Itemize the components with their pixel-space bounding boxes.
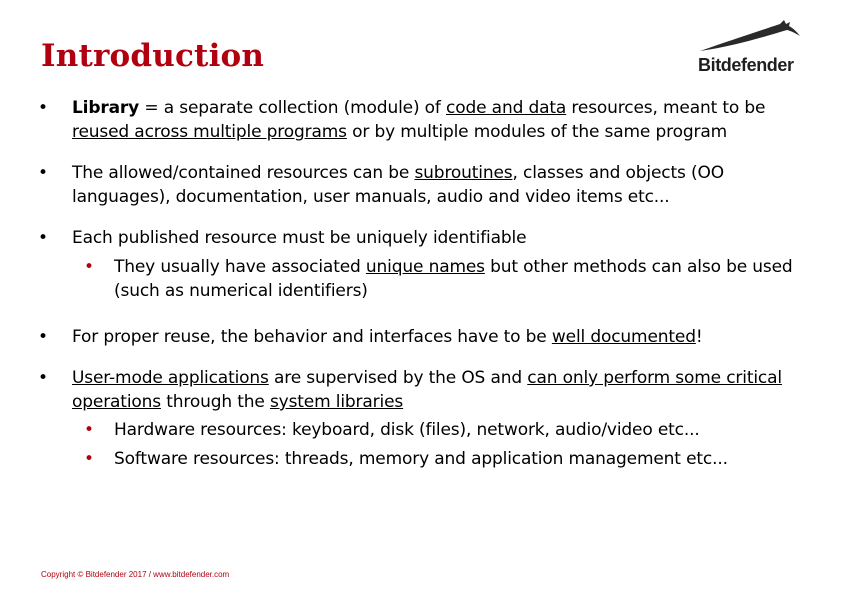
text-run: through the [160, 392, 270, 412]
text-run: = a separate collection (module) of [139, 98, 447, 118]
text-run: are supervised by the OS and [268, 368, 528, 388]
copyright-footer: Copyright © Bitdefender 2017 / www.bitdefender.com [41, 570, 230, 579]
sub-list-item [114, 255, 804, 303]
sub-bullet-marker: • [84, 257, 95, 277]
sub-bullet-marker: • [84, 420, 95, 440]
text-run: , classes and objects (OO languages), documentation, user manuals, audio and video items etc... [72, 163, 724, 207]
brand-wordmark: Bitdefender [698, 55, 794, 75]
text-run: The allowed/contained resources can be [72, 163, 415, 183]
list-item [72, 226, 812, 250]
text-run: resources, meant to be [566, 98, 766, 118]
underlined-term: code and data [446, 98, 567, 118]
bullet-marker: • [38, 228, 49, 248]
underlined-term: subroutines [414, 163, 513, 183]
underlined-term: User-mode applications [72, 368, 269, 388]
list-item [72, 325, 812, 349]
sub-list-item: Hardware resources: keyboard, disk (files), network, audio/video etc... [114, 420, 700, 440]
underlined-term: can only perform some critical operations [72, 368, 782, 412]
sub-list-item: Software resources: threads, memory and application management etc... [114, 449, 728, 469]
underlined-term: reused across multiple programs [72, 122, 347, 142]
text-run: ! [695, 327, 703, 347]
bullet-marker: • [38, 368, 49, 388]
bullet-marker: • [38, 98, 49, 118]
list-item [72, 161, 812, 209]
underlined-term: well documented [551, 327, 696, 347]
text-run: For proper reuse, the behavior and interfaces have to be [72, 327, 552, 347]
list-item [72, 366, 812, 414]
bullet-marker: • [38, 163, 49, 183]
underlined-term: system libraries [269, 392, 404, 412]
sub-bullet-marker: • [84, 449, 95, 469]
term-library: Library [72, 98, 140, 118]
text-run: They usually have associated [114, 257, 366, 277]
underlined-term: unique names [365, 257, 485, 277]
bullet-marker: • [38, 327, 49, 347]
slide-title: Introduction [41, 38, 265, 74]
list-item [72, 96, 812, 144]
text-run: or by multiple modules of the same program [346, 122, 728, 142]
text-run: but other methods can also be used (such as numerical identifiers) [114, 257, 793, 301]
text-run: Each published resource must be uniquely identifiable [72, 228, 527, 248]
